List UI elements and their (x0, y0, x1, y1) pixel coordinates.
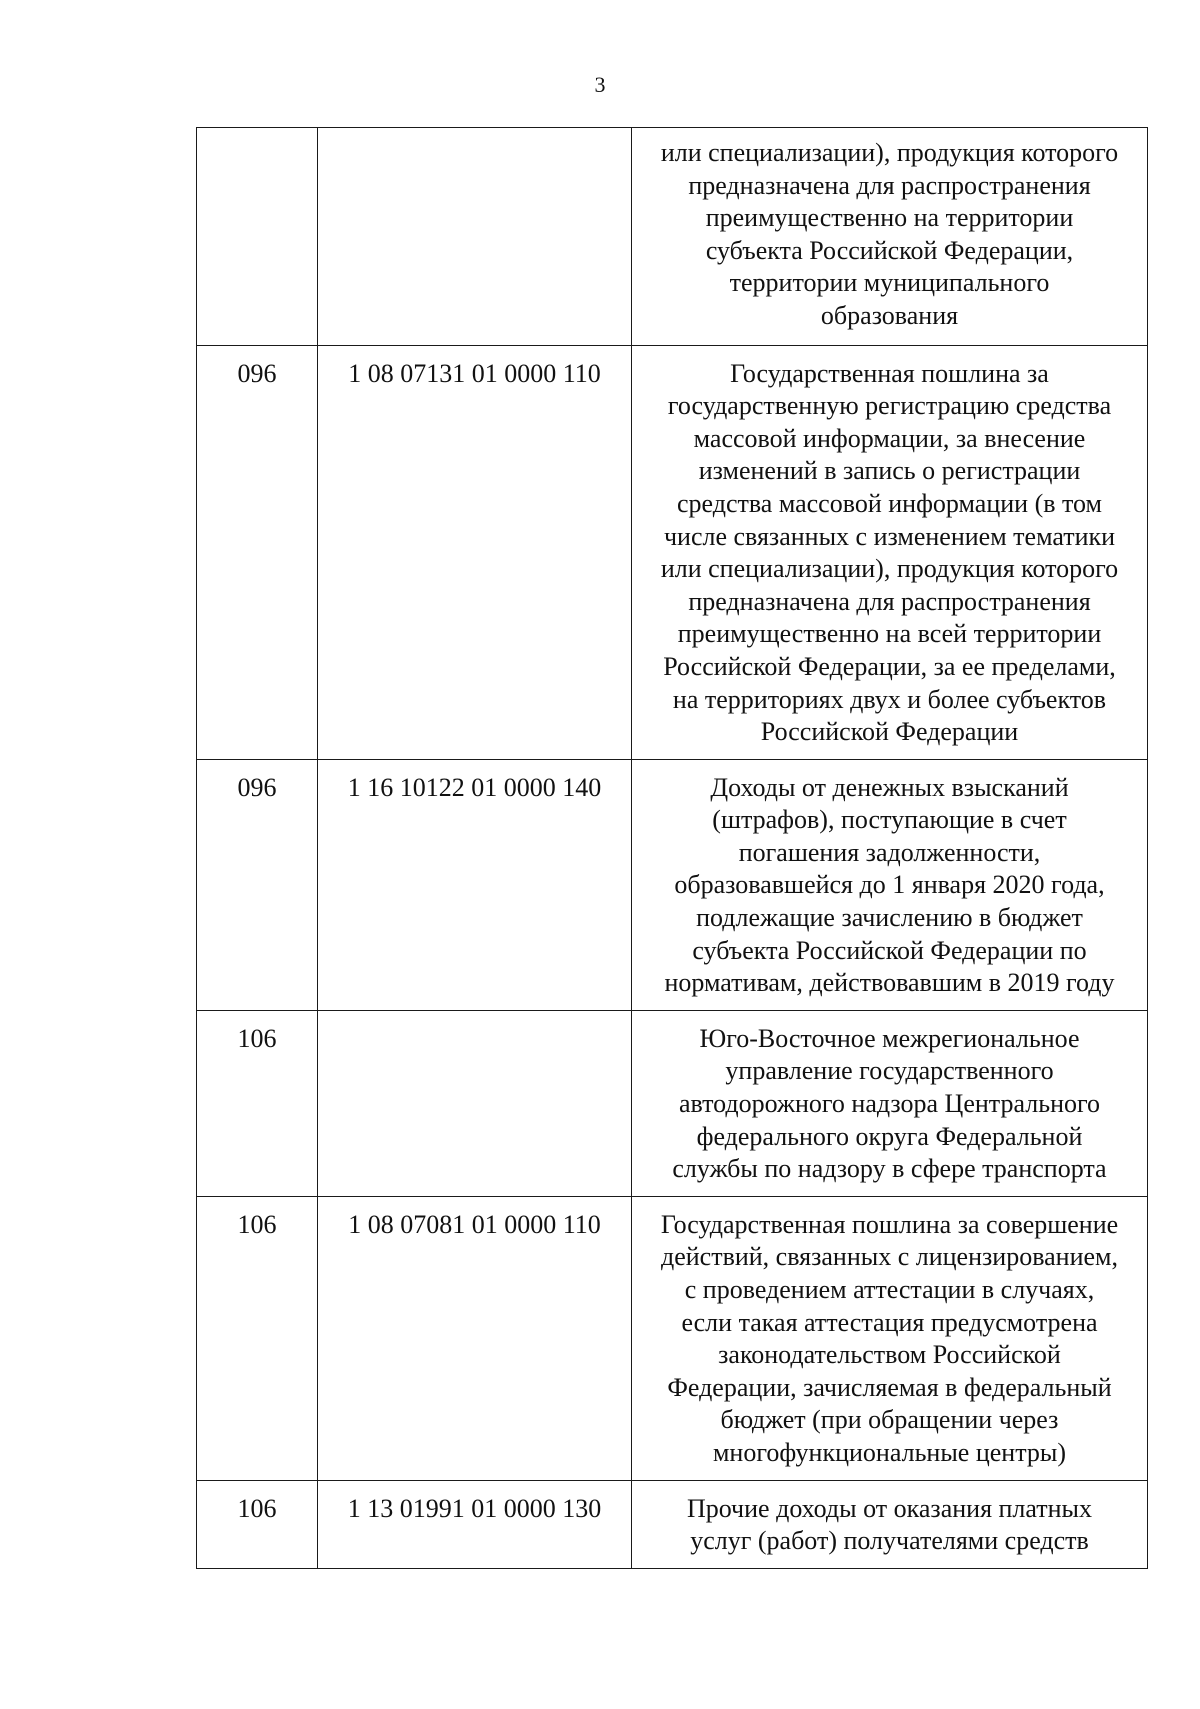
revenue-name: Прочие доходы от оказания платных услуг (работ) получателями средств (686, 1493, 1093, 1556)
page-number: 3 (594, 72, 606, 97)
revenue-name-cell (632, 128, 1148, 346)
kbk-code-cell (318, 1480, 632, 1568)
table-row (197, 128, 1148, 346)
admin-code: 106 (237, 1023, 277, 1053)
revenue-name: Государственная пошлина за совершение действий, связанных с лицензированием, с проведением аттестации в случаях, если такая аттестация предусмотрена законодательством Российской Федерации, зачисляемая в федеральный бюджет (при обращении через многофункциональные центры) (660, 1209, 1119, 1467)
table-row (197, 1010, 1148, 1196)
kbk-code: 1 13 01991 01 0000 130 (347, 1493, 602, 1523)
kbk-code-cell (318, 345, 632, 759)
kbk-code-cell (318, 1196, 632, 1480)
admin-code: 106 (237, 1493, 277, 1523)
admin-code-cell (197, 1010, 318, 1196)
revenue-name-cell (632, 759, 1148, 1010)
kbk-code-cell (318, 128, 632, 346)
admin-code-cell (197, 1196, 318, 1480)
kbk-code-cell (318, 1010, 632, 1196)
admin-code: 096 (237, 772, 277, 802)
admin-code-cell (197, 1480, 318, 1568)
table-row (197, 345, 1148, 759)
kbk-code-cell (318, 759, 632, 1010)
admin-code-cell (197, 345, 318, 759)
admin-code-cell (197, 759, 318, 1010)
table-row (197, 1196, 1148, 1480)
revenue-name: Юго-Восточное межрегиональное управление государственного автодорожного надзора Центрального федерального округа Федеральной службы по надзору в сфере транспорта (672, 1023, 1107, 1184)
admin-code: 096 (237, 358, 277, 388)
kbk-code: 1 16 10122 01 0000 140 (347, 772, 602, 802)
table-row (197, 759, 1148, 1010)
revenue-name: Доходы от денежных взысканий (штрафов), поступающие в счет погашения задолженности, образовавшейся до 1 января 2020 года, подлежащие зачислению в бюджет субъекта Российской Федерации по нормативам, действовавшим в 2019 году (664, 772, 1115, 998)
revenue-name-cell (632, 1010, 1148, 1196)
kbk-code: 1 08 07131 01 0000 110 (348, 358, 601, 388)
revenue-name: или специализации), продукция которого предназначена для распространения преимущественно на территории субъекта Российской Федерации, территории муниципального образования (660, 138, 1119, 330)
revenue-name-cell (632, 1196, 1148, 1480)
kbk-code: 1 08 07081 01 0000 110 (348, 1209, 601, 1239)
revenue-name-cell (632, 345, 1148, 759)
admin-code-cell (197, 128, 318, 346)
revenue-name-cell (632, 1480, 1148, 1568)
revenue-codes-table (196, 127, 1148, 1569)
table-row (197, 1480, 1148, 1568)
revenue-name: Государственная пошлина за государственную регистрацию средства массовой информации, за внесение изменений в запись о регистрации средства массовой информации (в том числе связанных с изменением тематики или специализации), продукция которого предназначена для распространения преимущественно на всей территории Российской Федерации, за ее пределами, на территориях двух и более субъектов Российской Федерации (660, 358, 1119, 747)
admin-code: 106 (237, 1209, 277, 1239)
